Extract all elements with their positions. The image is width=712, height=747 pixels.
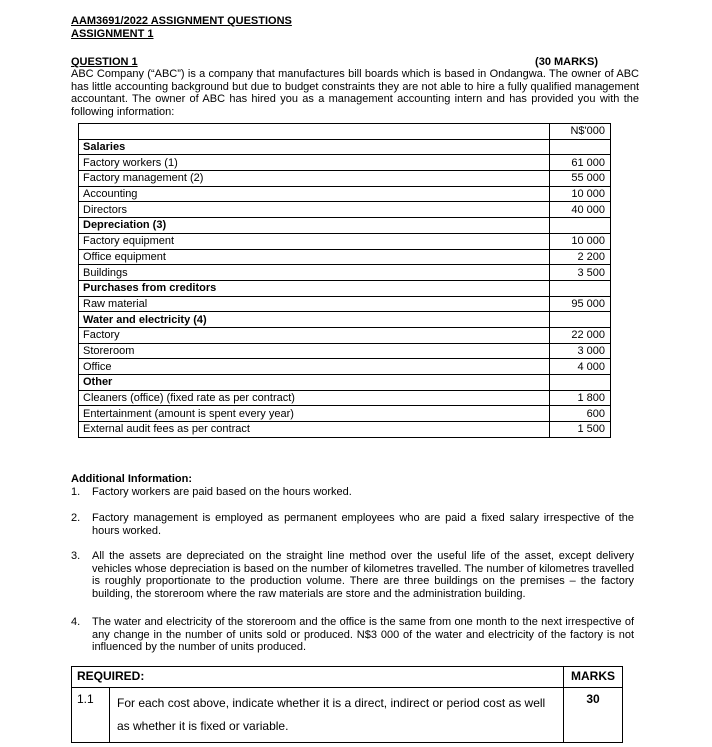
cost-item-label: External audit fees as per contract [79,422,550,438]
cost-table-row [79,375,611,391]
document-code-heading: AAM3691/2022 ASSIGNMENT QUESTIONS [71,15,292,27]
cost-item-value [550,375,611,391]
cost-item-value: 10 000 [550,186,611,202]
cost-item-value: 2 200 [550,249,611,265]
cost-table-row [79,343,611,359]
cost-item-label: Office equipment [79,249,550,265]
cost-item-value: 1 800 [550,390,611,406]
marks-header: MARKS [564,667,623,688]
cost-item-value: 600 [550,406,611,422]
cost-table-row [79,233,611,249]
question-marks: (30 MARKS) [535,56,598,68]
cost-table-header-label [79,124,550,140]
cost-item-value: 3 000 [550,343,611,359]
cost-item-label: Factory [79,327,550,343]
note-text: All the assets are depreciated on the straight line method over the useful life of the asset, except delivery vehicles whose depreciation is based on the number of kilometres travelled. The number of kilometres travelled is roughly proportionate to the production volume. There are three buildings on the premises – the factory building, the storeroom where the raw materials are store and the administration building. [92,550,634,600]
cost-item-value: 10 000 [550,233,611,249]
cost-table-row [79,406,611,422]
cost-table-row [79,265,611,281]
cost-table [78,123,611,438]
cost-item-value: 22 000 [550,327,611,343]
cost-item-label: Factory management (2) [79,171,550,187]
cost-category-label: Other [79,375,550,391]
cost-item-label: Factory workers (1) [79,155,550,171]
cost-table-row [79,390,611,406]
cost-table-row [79,171,611,187]
cost-item-value [550,139,611,155]
cost-item-value: 1 500 [550,422,611,438]
note-item [71,512,634,537]
cost-table-row [79,280,611,296]
assignment-heading: ASSIGNMENT 1 [71,28,154,40]
cost-table-row [79,296,611,312]
note-text: Factory workers are paid based on the hours worked. [92,486,352,498]
cost-table-row [79,155,611,171]
cost-item-label: Entertainment (amount is spent every year) [79,406,550,422]
cost-category-label: Salaries [79,139,550,155]
cost-category-label: Depreciation (3) [79,218,550,234]
cost-item-label: Factory equipment [79,233,550,249]
cost-item-value: 55 000 [550,171,611,187]
cost-item-label: Raw material [79,296,550,312]
cost-category-label: Water and electricity (4) [79,312,550,328]
cost-item-label: Directors [79,202,550,218]
required-table [71,666,623,743]
required-table-header-row [72,667,623,688]
cost-item-label: Office [79,359,550,375]
cost-item-value: 3 500 [550,265,611,281]
note-item [71,486,634,499]
cost-item-value [550,280,611,296]
note-number: 3. [71,550,81,562]
cost-item-value: 61 000 [550,155,611,171]
cost-table-row [79,312,611,328]
question-title: QUESTION 1 [71,56,138,68]
cost-category-label: Purchases from creditors [79,280,550,296]
cost-table-row [79,422,611,438]
cost-table-row [79,359,611,375]
cost-table-row [79,186,611,202]
note-item [71,550,634,600]
note-number: 4. [71,616,81,628]
cost-table-row [79,249,611,265]
required-text: For each cost above, indicate whether it is a direct, indirect or period cost as well as whether it is fixed or variable. [110,688,564,743]
required-row [72,688,623,743]
note-item [71,616,634,654]
cost-table-row [79,202,611,218]
cost-table-currency-header: N$'000 [550,124,611,140]
required-header: REQUIRED: [72,667,564,688]
note-number: 2. [71,512,81,524]
cost-table-row [79,139,611,155]
cost-item-value [550,312,611,328]
note-text: The water and electricity of the storeroom and the office is the same from one month to the next irrespective of any change in the number of units sold or produced. N$3 000 of the water and electricity of the factory is not influenced by the number of units produced. [92,616,634,654]
cost-item-value: 4 000 [550,359,611,375]
note-number: 1. [71,486,81,498]
cost-item-label: Storeroom [79,343,550,359]
cost-table-header-row [79,124,611,140]
cost-item-value [550,218,611,234]
required-marks: 30 [564,688,623,743]
note-text: Factory management is employed as permanent employees who are paid a fixed salary irrespective of the hours worked. [92,512,634,537]
cost-table-row [79,218,611,234]
required-number: 1.1 [72,688,110,743]
question-intro: ABC Company (“ABC”) is a company that manufactures bill boards which is based in Ondangwa. The owner of ABC has little accounting background but due to budget constraints they are not able to hire a fully qualified management accountant. The owner of ABC has hired you as a management accounting intern and has provided you with the following information: [71,68,639,118]
cost-item-value: 40 000 [550,202,611,218]
cost-table-row [79,327,611,343]
cost-item-label: Accounting [79,186,550,202]
question-title-row [71,56,598,68]
cost-item-label: Buildings [79,265,550,281]
cost-item-value: 95 000 [550,296,611,312]
cost-item-label: Cleaners (office) (fixed rate as per contract) [79,390,550,406]
additional-info-title: Additional Information: [71,473,192,485]
